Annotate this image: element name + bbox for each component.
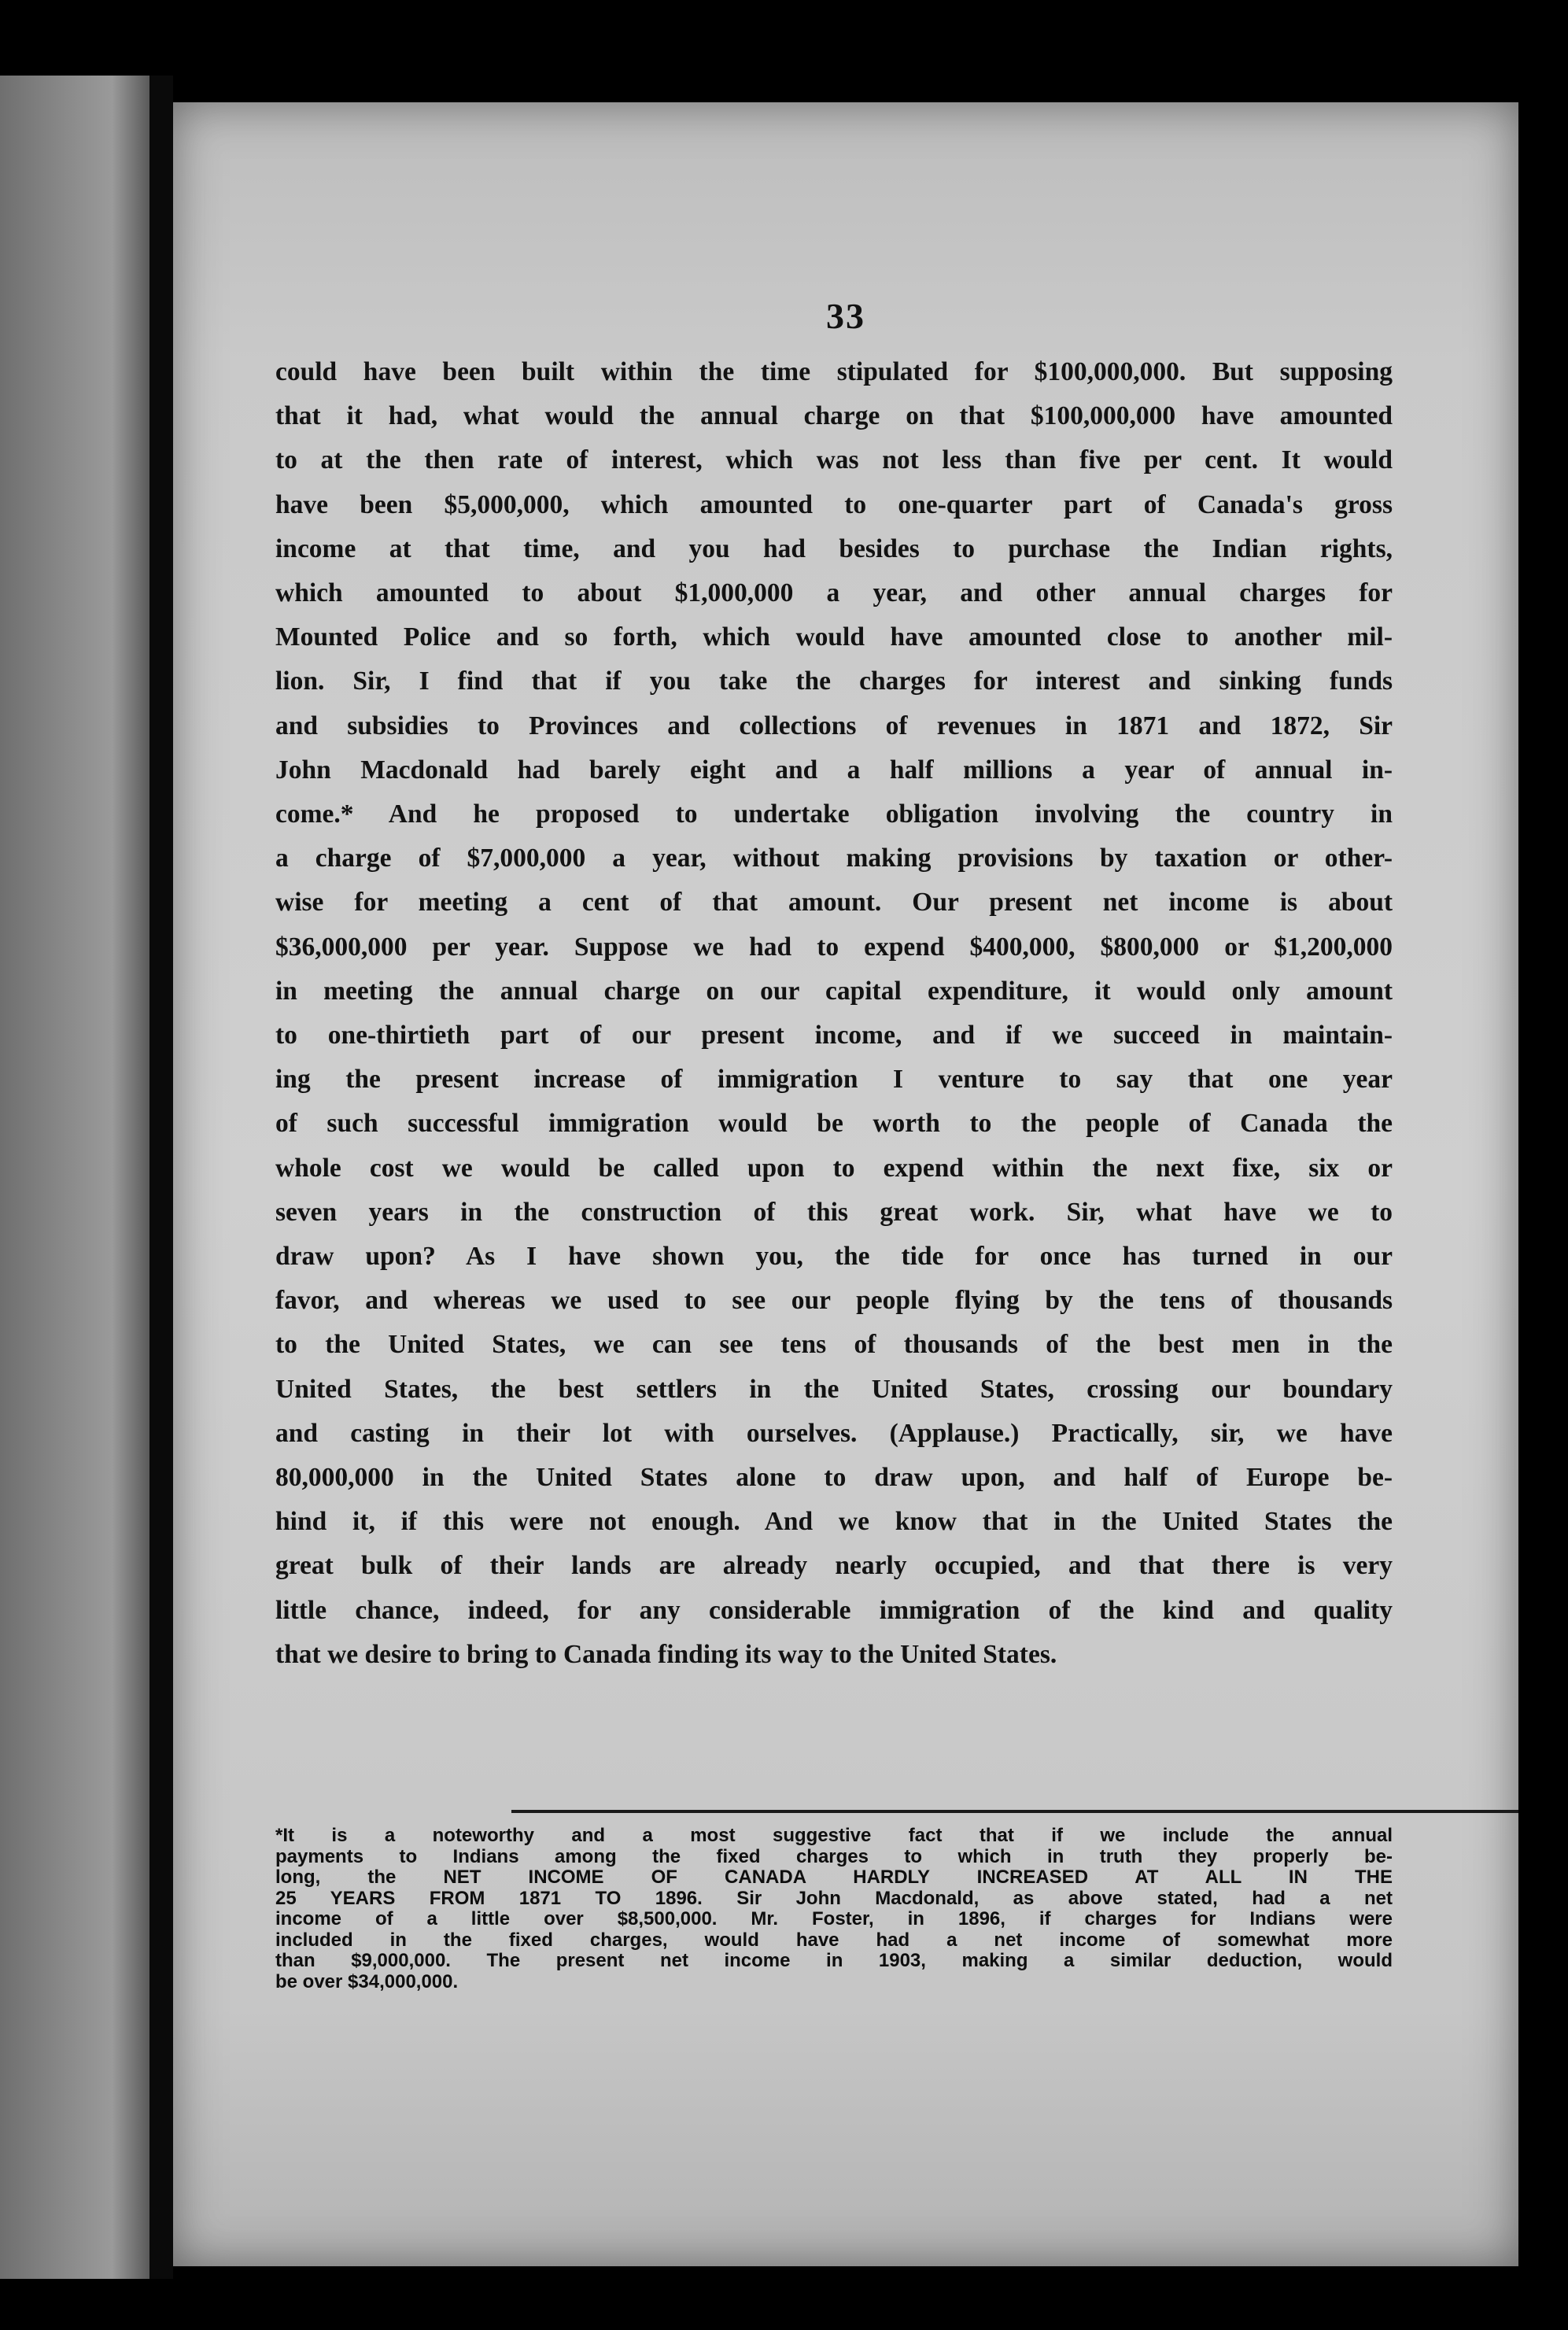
footnote-line: be over $34,000,000. — [275, 1970, 459, 1992]
facing-page-edge — [0, 76, 149, 2279]
footnote-line: payments to Indians among the fixed charges to which in truth they properly be- — [275, 1845, 1393, 1867]
body-line: have been $5,000,000, which amounted to one-quarter part of Canada's gross — [275, 489, 1393, 519]
footnote-line: included in the fixed charges, would have had a net income of somewhat more — [275, 1929, 1393, 1951]
footnote-divider — [511, 1810, 1518, 1813]
book-gutter — [149, 76, 173, 2279]
body-line: which amounted to about $1,000,000 a year, and other annual charges for — [275, 578, 1393, 608]
body-line: lion. Sir, I find that if you take the charges for interest and sinking funds — [275, 667, 1393, 696]
page-number: 33 — [826, 296, 865, 336]
footnote-line: income of a little over $8,500,000. Mr. Foster, in 1896, if charges for Indians were — [275, 1908, 1393, 1929]
body-line: to the United States, we can see tens of thousands of the best men in the — [275, 1330, 1393, 1360]
body-line: favor, and whereas we used to see our people flying by the tens of thousands — [275, 1286, 1393, 1316]
body-line: whole cost we would be called upon to expend within the next fixe, six or — [275, 1153, 1393, 1183]
body-line: that we desire to bring to Canada finding its way to the United States. — [275, 1639, 1057, 1669]
body-line: of such successful immigration would be worth to the people of Canada the — [275, 1109, 1393, 1139]
body-line: to one-thirtieth part of our present income, and if we succeed in maintain- — [275, 1021, 1393, 1051]
body-line: that it had, what would the annual charge on that $100,000,000 have amounted — [275, 401, 1393, 431]
body-line: come.* And he proposed to undertake obligation involving the country in — [275, 799, 1393, 829]
body-line: 80,000,000 in the United States alone to draw upon, and half of Europe be- — [275, 1463, 1393, 1493]
body-line: $36,000,000 per year. Suppose we had to expend $400,000, $800,000 or $1,200,000 — [275, 932, 1393, 962]
body-line: little chance, indeed, for any considerable immigration of the kind and quality — [275, 1595, 1393, 1625]
body-line: great bulk of their lands are already nearly occupied, and that there is very — [275, 1551, 1393, 1581]
body-line: John Macdonald had barely eight and a half millions a year of annual in- — [275, 755, 1393, 785]
footnote-line: *It is a noteworthy and a most suggestive fact that if we include the annual — [275, 1825, 1393, 1846]
footnote — [275, 1826, 1393, 1992]
body-line: United States, the best settlers in the United States, crossing our boundary — [275, 1374, 1393, 1404]
footnote-line: 25 YEARS FROM 1871 TO 1896. Sir John Macdonald, as above stated, had a net — [275, 1887, 1393, 1909]
body-line: could have been built within the time stipulated for $100,000,000. But supposing — [275, 357, 1393, 386]
body-text — [275, 350, 1393, 1677]
body-line: and subsidies to Provinces and collections of revenues in 1871 and 1872, Sir — [275, 711, 1393, 740]
body-line: and casting in their lot with ourselves. (Applause.) Practically, sir, we have — [275, 1418, 1393, 1448]
body-line: seven years in the construction of this great work. Sir, what have we to — [275, 1197, 1393, 1227]
body-line: Mounted Police and so forth, which would have amounted close to another mil- — [275, 622, 1393, 652]
body-line: income at that time, and you had besides to purchase the Indian rights, — [275, 534, 1393, 563]
footnote-line: than $9,000,000. The present net income in 1903, making a similar deduction, would — [275, 1950, 1393, 1971]
body-line: draw upon? As I have shown you, the tide for once has turned in our — [275, 1242, 1393, 1272]
body-line: ing the present increase of immigration I venture to say that one year — [275, 1065, 1393, 1095]
book-page — [173, 102, 1518, 2266]
body-line: a charge of $7,000,000 a year, without making provisions by taxation or other- — [275, 844, 1393, 873]
body-line: to at the then rate of interest, which was not less than five per cent. It would — [275, 445, 1393, 475]
body-line: hind it, if this were not enough. And we know that in the United States the — [275, 1507, 1393, 1537]
body-line: in meeting the annual charge on our capital expenditure, it would only amount — [275, 976, 1393, 1006]
footnote-line: long, the NET INCOME OF CANADA HARDLY INCREASED AT ALL IN THE — [275, 1867, 1393, 1888]
body-line: wise for meeting a cent of that amount. Our present net income is about — [275, 888, 1393, 918]
